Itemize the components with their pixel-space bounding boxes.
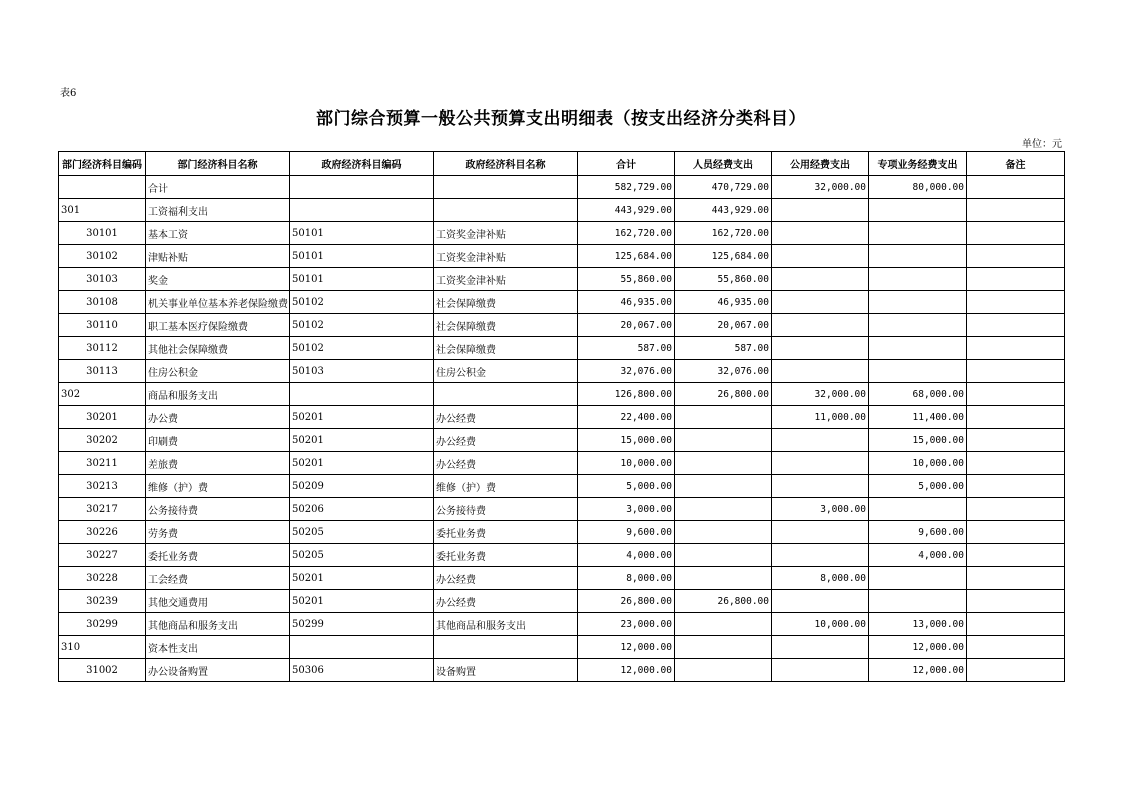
note-cell (967, 659, 1065, 682)
personnel-cell: 587.00 (675, 337, 772, 360)
special-cell (869, 360, 967, 383)
gov-code-cell (290, 383, 434, 406)
total-cell: 5,000.00 (578, 475, 675, 498)
table-row (59, 567, 1065, 590)
table-total-row (59, 176, 1065, 199)
dept-code-cell: 310 (59, 636, 146, 659)
total-cell: 3,000.00 (578, 498, 675, 521)
gov-name-cell: 办公经费 (434, 429, 578, 452)
table-row (59, 521, 1065, 544)
gov-code-cell: 50306 (290, 659, 434, 682)
personnel-cell (675, 429, 772, 452)
gov-code-cell: 50209 (290, 475, 434, 498)
dept-name-cell: 办公费 (146, 406, 290, 429)
total-cell: 55,860.00 (578, 268, 675, 291)
dept-name-cell: 住房公积金 (146, 360, 290, 383)
dept-code-cell: 31002 (59, 659, 146, 682)
note-cell (967, 498, 1065, 521)
table-number: 表6 (60, 88, 77, 99)
public-cell (772, 199, 869, 222)
total-cell: 4,000.00 (578, 544, 675, 567)
dept-name-cell: 商品和服务支出 (146, 383, 290, 406)
gov-name-cell (434, 636, 578, 659)
gov-code-cell (290, 176, 434, 199)
column-header: 政府经济科目编码 (290, 152, 434, 176)
gov-name-cell: 设备购置 (434, 659, 578, 682)
gov-name-cell: 社会保障缴费 (434, 314, 578, 337)
table-body (59, 176, 1065, 682)
gov-code-cell: 50299 (290, 613, 434, 636)
table-row (59, 498, 1065, 521)
gov-code-cell (290, 636, 434, 659)
special-cell: 12,000.00 (869, 636, 967, 659)
gov-name-cell: 办公经费 (434, 406, 578, 429)
dept-code-cell: 30113 (59, 360, 146, 383)
total-cell: 125,684.00 (578, 245, 675, 268)
personnel-cell (675, 452, 772, 475)
dept-name-cell: 办公设备购置 (146, 659, 290, 682)
dept-code-cell: 30112 (59, 337, 146, 360)
table-row (59, 337, 1065, 360)
column-header: 部门经济科目编码 (59, 152, 146, 176)
dept-name-cell: 机关事业单位基本养老保险缴费 (146, 291, 290, 314)
personnel-cell: 26,800.00 (675, 383, 772, 406)
total-cell: 20,067.00 (578, 314, 675, 337)
gov-name-cell: 办公经费 (434, 452, 578, 475)
public-cell (772, 452, 869, 475)
total-cell: 443,929.00 (578, 199, 675, 222)
special-cell (869, 199, 967, 222)
unit-label: 单位：元 (1022, 139, 1062, 150)
note-cell (967, 176, 1065, 199)
note-cell (967, 590, 1065, 613)
gov-code-cell: 50102 (290, 314, 434, 337)
personnel-cell: 162,720.00 (675, 222, 772, 245)
gov-name-cell: 公务接待费 (434, 498, 578, 521)
personnel-cell: 55,860.00 (675, 268, 772, 291)
public-cell (772, 429, 869, 452)
personnel-cell: 443,929.00 (675, 199, 772, 222)
dept-name-cell: 印刷费 (146, 429, 290, 452)
personnel-cell (675, 406, 772, 429)
gov-code-cell (290, 199, 434, 222)
dept-name-cell: 其他交通费用 (146, 590, 290, 613)
gov-code-cell: 50101 (290, 222, 434, 245)
special-cell (869, 268, 967, 291)
table-row (59, 268, 1065, 291)
note-cell (967, 567, 1065, 590)
personnel-cell (675, 613, 772, 636)
special-cell (869, 498, 967, 521)
special-cell: 9,600.00 (869, 521, 967, 544)
note-cell (967, 544, 1065, 567)
gov-code-cell: 50102 (290, 337, 434, 360)
total-cell: 582,729.00 (578, 176, 675, 199)
dept-code-cell: 30217 (59, 498, 146, 521)
personnel-cell (675, 544, 772, 567)
column-header: 部门经济科目名称 (146, 152, 290, 176)
total-cell: 9,600.00 (578, 521, 675, 544)
table-row (59, 199, 1065, 222)
dept-code-cell: 301 (59, 199, 146, 222)
dept-name-cell: 工资福利支出 (146, 199, 290, 222)
special-cell (869, 337, 967, 360)
dept-code-cell: 30108 (59, 291, 146, 314)
special-cell (869, 245, 967, 268)
note-cell (967, 613, 1065, 636)
table-row (59, 314, 1065, 337)
personnel-cell (675, 567, 772, 590)
public-cell (772, 360, 869, 383)
dept-name-cell: 合计 (146, 176, 290, 199)
total-cell: 15,000.00 (578, 429, 675, 452)
note-cell (967, 199, 1065, 222)
table-row (59, 613, 1065, 636)
dept-code-cell: 30102 (59, 245, 146, 268)
dept-name-cell: 奖金 (146, 268, 290, 291)
personnel-cell (675, 659, 772, 682)
total-cell: 587.00 (578, 337, 675, 360)
total-cell: 46,935.00 (578, 291, 675, 314)
gov-code-cell: 50206 (290, 498, 434, 521)
note-cell (967, 429, 1065, 452)
note-cell (967, 452, 1065, 475)
public-cell: 32,000.00 (772, 383, 869, 406)
total-cell: 23,000.00 (578, 613, 675, 636)
total-cell: 22,400.00 (578, 406, 675, 429)
dept-name-cell: 其他社会保障缴费 (146, 337, 290, 360)
page-title: 部门综合预算一般公共预算支出明细表（按支出经济分类科目） (316, 109, 806, 129)
table-row (59, 590, 1065, 613)
gov-code-cell: 50201 (290, 590, 434, 613)
gov-code-cell: 50205 (290, 544, 434, 567)
public-cell: 3,000.00 (772, 498, 869, 521)
gov-name-cell: 工资奖金津补贴 (434, 245, 578, 268)
public-cell (772, 222, 869, 245)
public-cell (772, 475, 869, 498)
special-cell (869, 567, 967, 590)
gov-code-cell: 50201 (290, 406, 434, 429)
dept-name-cell: 差旅费 (146, 452, 290, 475)
dept-code-cell: 30201 (59, 406, 146, 429)
gov-name-cell: 维修（护）费 (434, 475, 578, 498)
public-cell (772, 291, 869, 314)
personnel-cell (675, 498, 772, 521)
dept-name-cell: 基本工资 (146, 222, 290, 245)
special-cell: 80,000.00 (869, 176, 967, 199)
dept-code-cell: 30110 (59, 314, 146, 337)
gov-code-cell: 50103 (290, 360, 434, 383)
dept-code-cell: 30101 (59, 222, 146, 245)
dept-name-cell: 劳务费 (146, 521, 290, 544)
note-cell (967, 268, 1065, 291)
table-row (59, 245, 1065, 268)
note-cell (967, 636, 1065, 659)
note-cell (967, 222, 1065, 245)
dept-name-cell: 其他商品和服务支出 (146, 613, 290, 636)
gov-name-cell: 其他商品和服务支出 (434, 613, 578, 636)
personnel-cell: 20,067.00 (675, 314, 772, 337)
note-cell (967, 475, 1065, 498)
table-header-row (59, 152, 1065, 176)
public-cell (772, 314, 869, 337)
dept-code-cell: 30213 (59, 475, 146, 498)
dept-name-cell: 资本性支出 (146, 636, 290, 659)
note-cell (967, 383, 1065, 406)
special-cell: 12,000.00 (869, 659, 967, 682)
table-row (59, 360, 1065, 383)
dept-name-cell: 公务接待费 (146, 498, 290, 521)
dept-code-cell: 302 (59, 383, 146, 406)
public-cell (772, 659, 869, 682)
note-cell (967, 245, 1065, 268)
expenditure-table (58, 151, 1065, 682)
special-cell (869, 314, 967, 337)
total-cell: 8,000.00 (578, 567, 675, 590)
table-row (59, 636, 1065, 659)
table-row (59, 291, 1065, 314)
personnel-cell: 26,800.00 (675, 590, 772, 613)
public-cell (772, 636, 869, 659)
total-cell: 162,720.00 (578, 222, 675, 245)
dept-name-cell: 工会经费 (146, 567, 290, 590)
public-cell (772, 268, 869, 291)
table-row (59, 659, 1065, 682)
personnel-cell: 470,729.00 (675, 176, 772, 199)
column-header: 备注 (967, 152, 1065, 176)
gov-name-cell: 办公经费 (434, 590, 578, 613)
table-row (59, 544, 1065, 567)
special-cell (869, 590, 967, 613)
note-cell (967, 521, 1065, 544)
gov-name-cell: 住房公积金 (434, 360, 578, 383)
total-cell: 126,800.00 (578, 383, 675, 406)
personnel-cell: 32,076.00 (675, 360, 772, 383)
gov-name-cell (434, 199, 578, 222)
gov-name-cell: 工资奖金津补贴 (434, 268, 578, 291)
special-cell: 11,400.00 (869, 406, 967, 429)
dept-code-cell: 30226 (59, 521, 146, 544)
special-cell (869, 222, 967, 245)
table-row (59, 475, 1065, 498)
public-cell: 10,000.00 (772, 613, 869, 636)
dept-code-cell: 30202 (59, 429, 146, 452)
gov-code-cell: 50102 (290, 291, 434, 314)
dept-name-cell: 津贴补贴 (146, 245, 290, 268)
gov-name-cell: 委托业务费 (434, 521, 578, 544)
special-cell: 13,000.00 (869, 613, 967, 636)
table-row (59, 406, 1065, 429)
column-header: 人员经费支出 (675, 152, 772, 176)
column-header: 合计 (578, 152, 675, 176)
public-cell (772, 544, 869, 567)
gov-code-cell: 50201 (290, 452, 434, 475)
public-cell: 32,000.00 (772, 176, 869, 199)
gov-code-cell: 50101 (290, 268, 434, 291)
personnel-cell: 125,684.00 (675, 245, 772, 268)
gov-name-cell: 社会保障缴费 (434, 337, 578, 360)
table-row (59, 383, 1065, 406)
personnel-cell (675, 475, 772, 498)
total-cell: 26,800.00 (578, 590, 675, 613)
total-cell: 32,076.00 (578, 360, 675, 383)
gov-code-cell: 50205 (290, 521, 434, 544)
dept-name-cell: 委托业务费 (146, 544, 290, 567)
gov-name-cell: 办公经费 (434, 567, 578, 590)
dept-name-cell: 维修（护）费 (146, 475, 290, 498)
gov-name-cell: 工资奖金津补贴 (434, 222, 578, 245)
gov-code-cell: 50201 (290, 567, 434, 590)
gov-code-cell: 50101 (290, 245, 434, 268)
personnel-cell: 46,935.00 (675, 291, 772, 314)
special-cell: 5,000.00 (869, 475, 967, 498)
column-header: 公用经费支出 (772, 152, 869, 176)
public-cell: 8,000.00 (772, 567, 869, 590)
gov-code-cell: 50201 (290, 429, 434, 452)
dept-code-cell (59, 176, 146, 199)
total-cell: 10,000.00 (578, 452, 675, 475)
note-cell (967, 314, 1065, 337)
table-row (59, 452, 1065, 475)
note-cell (967, 337, 1065, 360)
public-cell (772, 337, 869, 360)
dept-code-cell: 30103 (59, 268, 146, 291)
special-cell: 10,000.00 (869, 452, 967, 475)
public-cell: 11,000.00 (772, 406, 869, 429)
dept-code-cell: 30299 (59, 613, 146, 636)
note-cell (967, 360, 1065, 383)
column-header: 政府经济科目名称 (434, 152, 578, 176)
table-row (59, 222, 1065, 245)
dept-code-cell: 30239 (59, 590, 146, 613)
public-cell (772, 590, 869, 613)
dept-code-cell: 30227 (59, 544, 146, 567)
note-cell (967, 406, 1065, 429)
special-cell (869, 291, 967, 314)
table-row (59, 429, 1065, 452)
dept-code-cell: 30228 (59, 567, 146, 590)
dept-name-cell: 职工基本医疗保险缴费 (146, 314, 290, 337)
gov-name-cell (434, 176, 578, 199)
note-cell (967, 291, 1065, 314)
gov-name-cell: 委托业务费 (434, 544, 578, 567)
public-cell (772, 521, 869, 544)
personnel-cell (675, 636, 772, 659)
gov-name-cell: 社会保障缴费 (434, 291, 578, 314)
personnel-cell (675, 521, 772, 544)
gov-name-cell (434, 383, 578, 406)
column-header: 专项业务经费支出 (869, 152, 967, 176)
special-cell: 15,000.00 (869, 429, 967, 452)
total-cell: 12,000.00 (578, 636, 675, 659)
special-cell: 4,000.00 (869, 544, 967, 567)
public-cell (772, 245, 869, 268)
dept-code-cell: 30211 (59, 452, 146, 475)
total-cell: 12,000.00 (578, 659, 675, 682)
special-cell: 68,000.00 (869, 383, 967, 406)
